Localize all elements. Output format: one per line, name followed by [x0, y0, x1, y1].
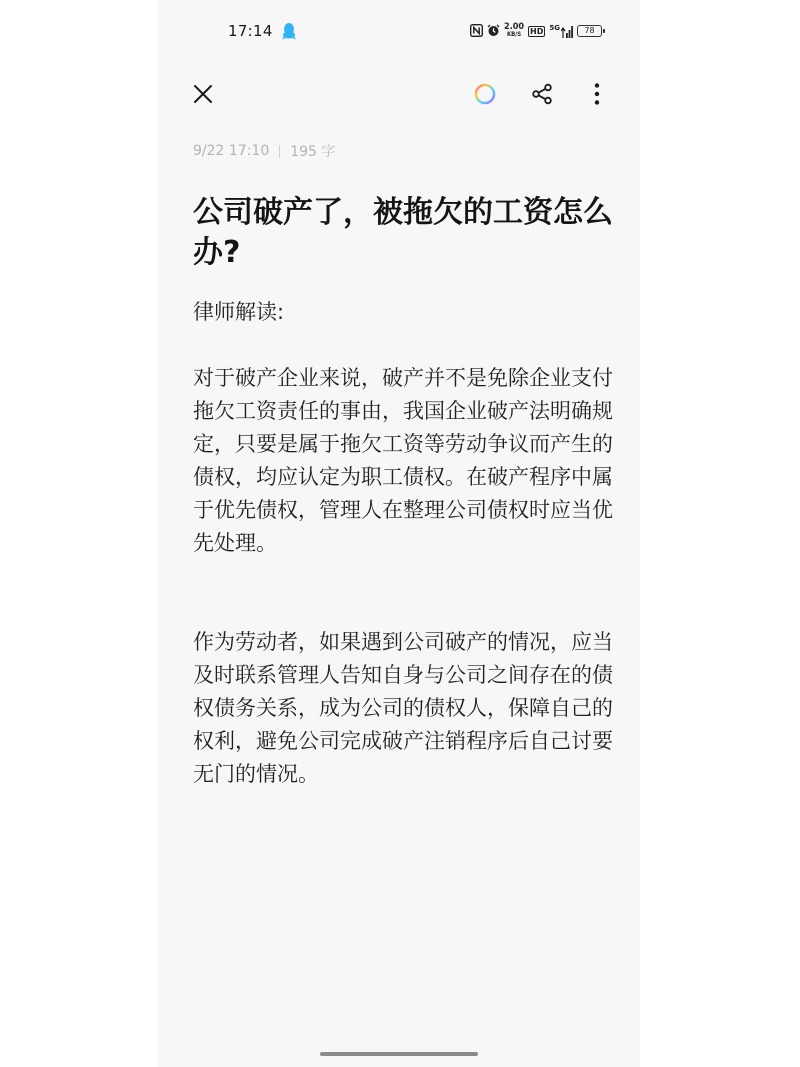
- net-speed-value: 2.00: [504, 22, 525, 32]
- net-speed-unit: KB/S: [506, 31, 522, 38]
- battery-indicator: 78: [577, 25, 602, 37]
- blank-line: [193, 329, 613, 362]
- note-paragraph: 作为劳动者，如果遇到公司破产的情况，应当及时联系管理人告知自身与公司之间存在的债权债务关系，成为公司的债权人，保障自己的权利，避免公司完成破产注销程序后自己讨要无门的情况。: [193, 630, 613, 786]
- more-vertical-icon: [593, 82, 601, 106]
- blank-line: [193, 560, 613, 626]
- note-word-count: 195 字: [290, 144, 336, 160]
- signal-icon: [549, 25, 573, 38]
- share-button[interactable]: [528, 80, 556, 108]
- hd-badge: HD: [530, 26, 544, 36]
- note-body[interactable]: [193, 296, 613, 791]
- note-heading: 律师解读:: [193, 300, 285, 324]
- note-date: 9/22 17:10: [193, 143, 270, 159]
- color-ring-icon: [473, 82, 497, 106]
- more-options-button[interactable]: [583, 80, 611, 108]
- note-meta: [193, 141, 335, 161]
- status-time: 17:14: [228, 22, 273, 40]
- net-speed: [504, 23, 524, 39]
- home-indicator[interactable]: [320, 1052, 478, 1056]
- close-button[interactable]: [189, 80, 217, 108]
- color-theme-button[interactable]: [471, 80, 499, 108]
- close-icon: [192, 83, 214, 105]
- note-title[interactable]: 公司破产了，被拖欠的工资怎么办?: [193, 195, 613, 270]
- note-paragraph: 对于破产企业来说，破产并不是免除企业支付拖欠工资责任的事由，我国企业破产法明确规定，只要是属于拖欠工资等劳动争议而产生的债权，均应认定为职工债权。在破产程序中属于优先债权，管理人在整理公司债权时应当优先处理。: [193, 366, 613, 555]
- qq-penguin-icon: [282, 22, 296, 44]
- signal-5g-label: 5G: [549, 23, 560, 32]
- nfc-icon: [470, 22, 483, 41]
- share-icon: [530, 82, 554, 106]
- status-indicators: [470, 20, 602, 42]
- alarm-icon: [487, 22, 500, 41]
- meta-divider: [279, 145, 280, 158]
- phone-screen: [158, 0, 640, 1067]
